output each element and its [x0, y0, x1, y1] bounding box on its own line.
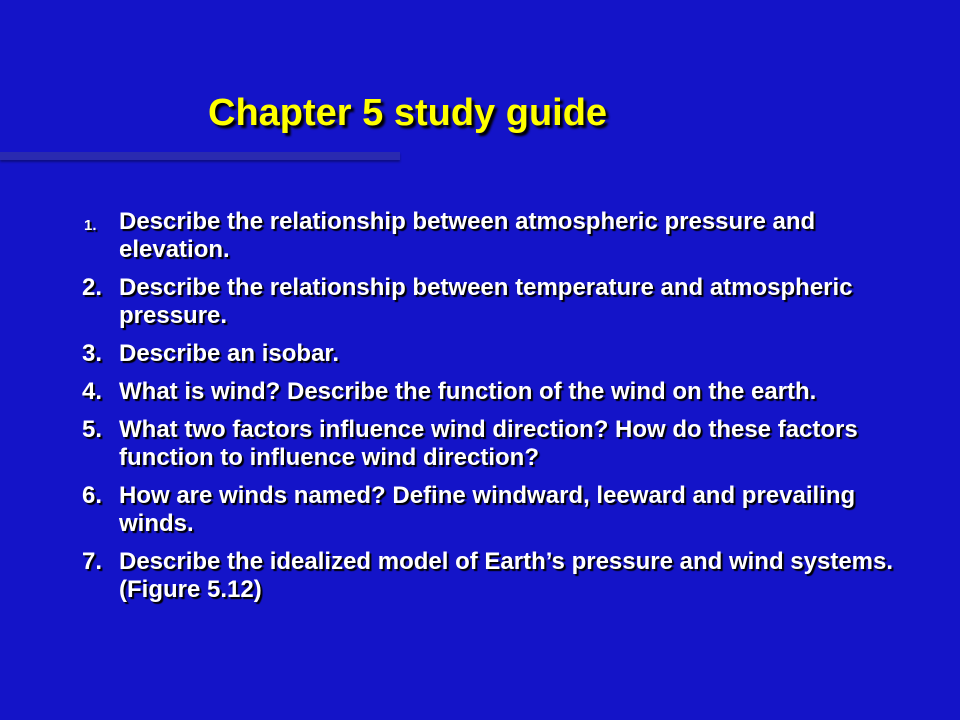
item-text: Describe an isobar.: [119, 340, 340, 367]
item-number: 5.: [82, 416, 103, 443]
item-number: 6.: [82, 482, 103, 509]
item-text: Describe the idealized model of Earth’s pressure and wind systems. (Figure 5.12): [119, 548, 894, 603]
list-item: [82, 482, 902, 538]
item-text: What is wind? Describe the function of the wind on the earth.: [119, 378, 817, 405]
item-text: Describe the relationship between temperature and atmospheric pressure.: [119, 274, 853, 329]
item-number: 3.: [82, 340, 103, 367]
list-item: [82, 378, 902, 406]
list-item: [82, 416, 902, 472]
item-text: How are winds named? Define windward, leeward and prevailing winds.: [119, 482, 856, 537]
item-number: 1.: [84, 217, 97, 234]
title-divider-bar: [0, 152, 400, 160]
item-number: 4.: [82, 378, 103, 405]
item-number: 2.: [82, 274, 103, 301]
list-item: [82, 548, 902, 604]
item-text: What two factors influence wind direction? How do these factors function to influence wind direction?: [119, 416, 858, 471]
item-text: Describe the relationship between atmospheric pressure and elevation.: [119, 208, 816, 263]
item-number: 7.: [82, 548, 103, 575]
list-item: [82, 208, 902, 264]
slide-title: Chapter 5 study guide: [208, 92, 608, 134]
study-guide-list: [82, 208, 902, 614]
list-item: [82, 340, 902, 368]
list-item: [82, 274, 902, 330]
